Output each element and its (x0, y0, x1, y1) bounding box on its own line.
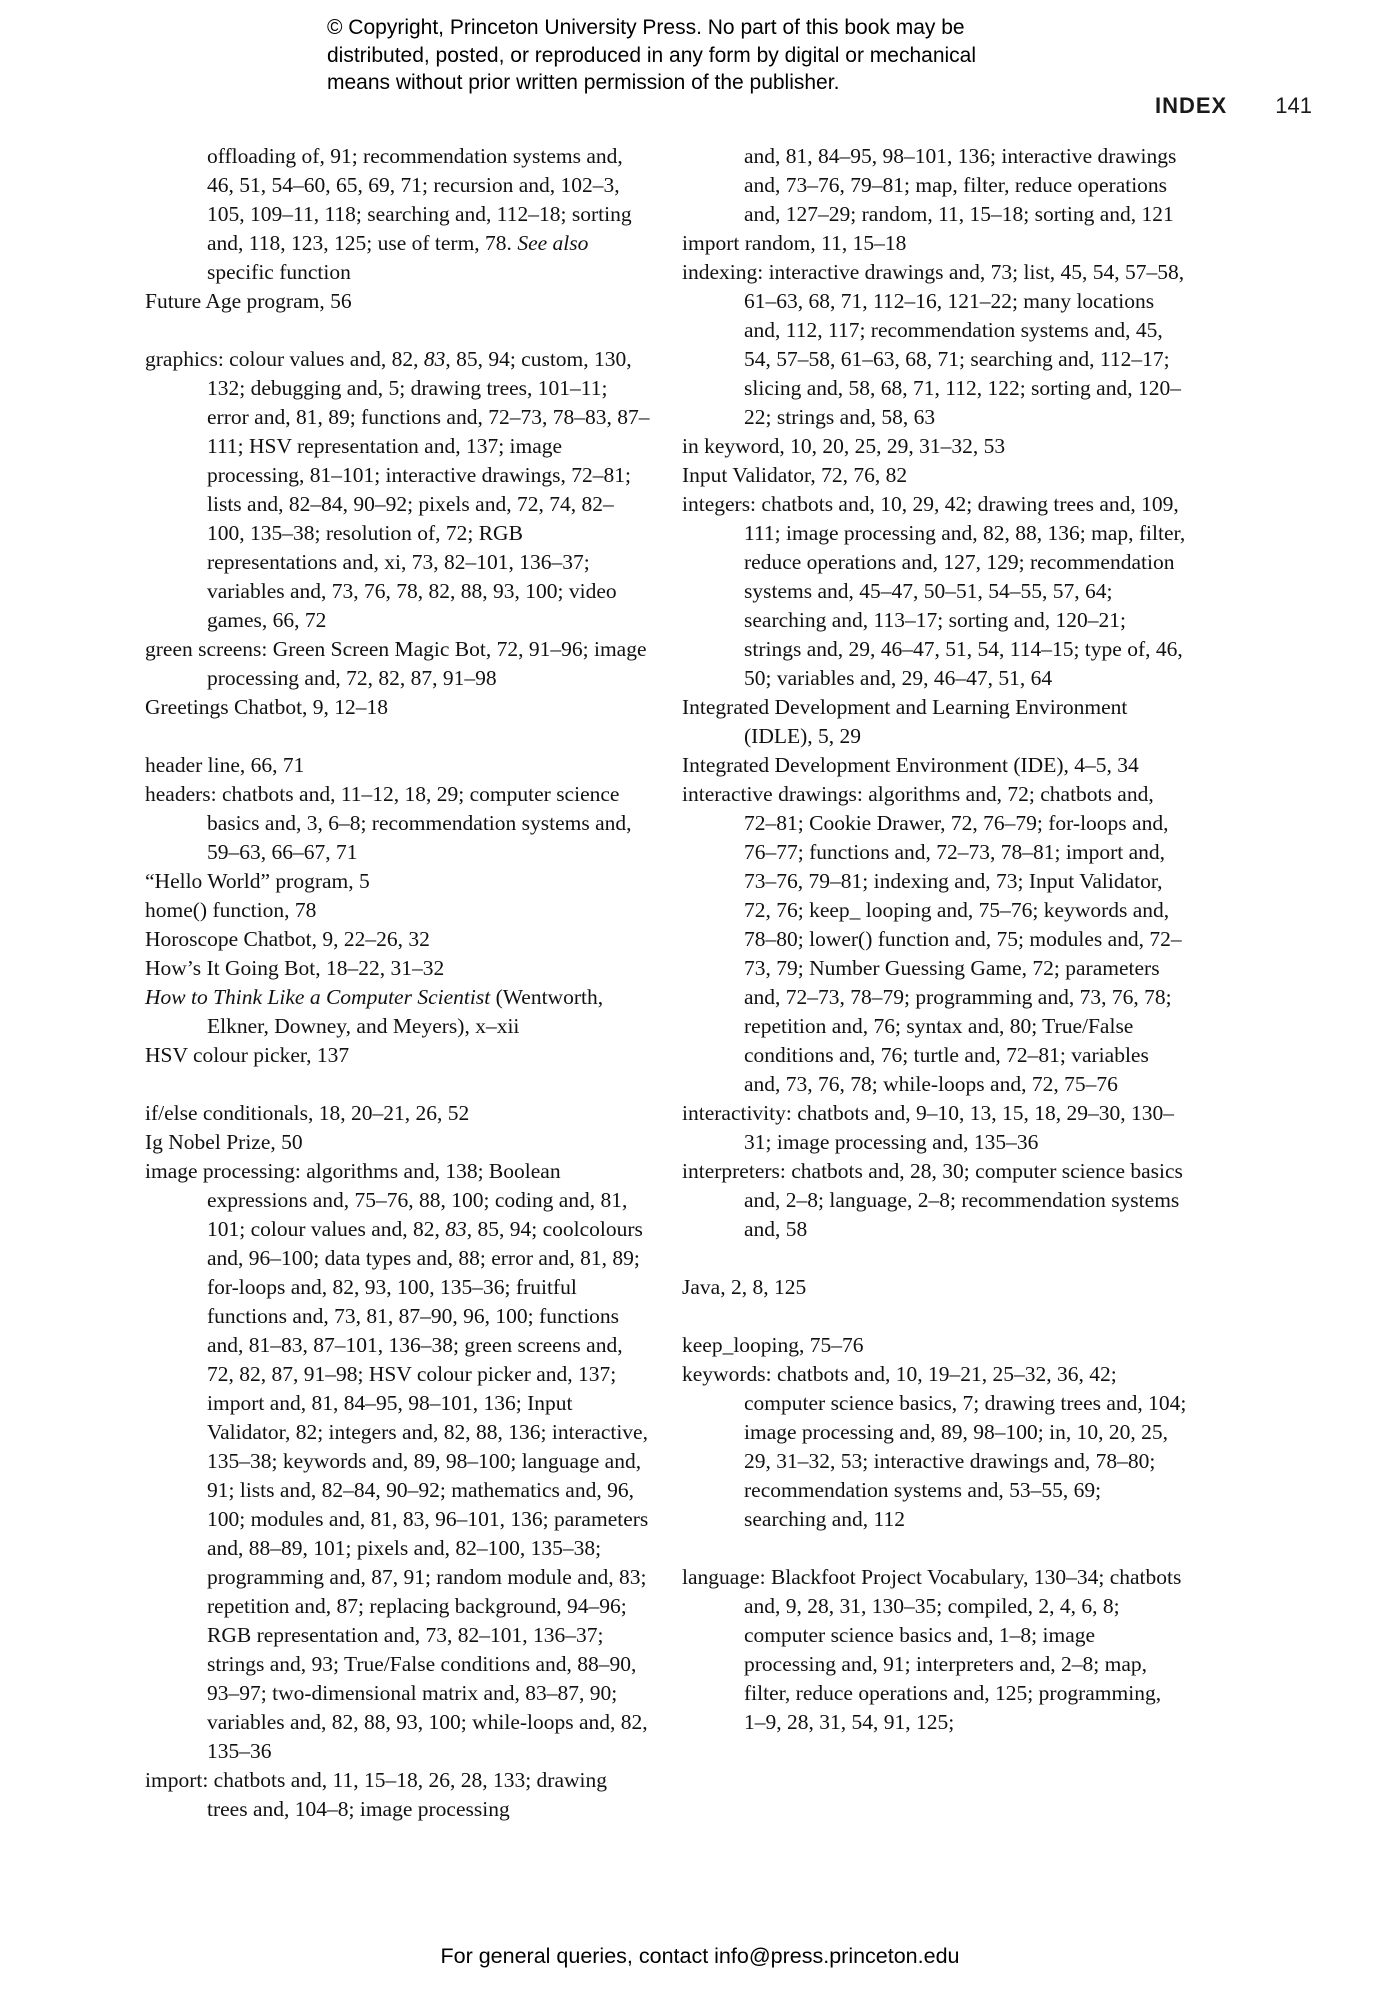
index-entry: Input Validator, 72, 76, 82 (682, 463, 908, 487)
index-entry: “Hello World” program, 5 (145, 869, 370, 893)
copyright-line: means without prior written permission of the publisher. (327, 71, 840, 94)
index-entry: keywords: chatbots and, 10, 19–21, 25–32, 36, 42; computer science basics, 7; drawing trees and, 104; image processing and, 89, 98–100; in, 10, 20, 25, 29, 31–32, 53; interactive drawings and, 78–80; recommendation systems and, 53–55, 69; searching and, 112 (682, 1362, 1187, 1531)
index-entry: How’s It Going Bot, 18–22, 31–32 (145, 956, 445, 980)
index-entry: import: chatbots and, 11, 15–18, 26, 28, 133; drawing trees and, 104–8; image processing (145, 1768, 607, 1821)
index-entry: in keyword, 10, 20, 25, 29, 31–32, 53 (682, 434, 1006, 458)
index-entry: import random, 11, 15–18 (682, 231, 907, 255)
running-header (1155, 93, 1312, 119)
index-entry: integers: chatbots and, 10, 29, 42; drawing trees and, 109, 111; image processing and, 82, 88, 136; map, filter, reduce operations and, 127, 129; recommendation systems and, 45–47, 50–51, 54–55, 57, 64; searching and, 113–17; sorting and, 120–21; strings and, 29, 46–47, 51, 54, 114–15; type of, 46, 50; variables and, 29, 46–47, 51, 64 (682, 492, 1186, 690)
index-entry: language: Blackfoot Project Vocabulary, 130–34; chatbots and, 9, 28, 31, 130–35; compiled, 2, 4, 6, 8; computer science basics and, 1–8; image processing and, 91; interpreters and, 2–8; map, filter, reduce operations and, 125; programming, 1–9, 28, 31, 54, 91, 125; (682, 1565, 1182, 1734)
footer-contact: For general queries, contact info@press.princeton.edu (440, 1944, 960, 1968)
index-entry: Horoscope Chatbot, 9, 22–26, 32 (145, 927, 430, 951)
index-entry: graphics: colour values and, 82, 83, 85, 94; custom, 130, 132; debugging and, 5; drawing trees, 101–11; error and, 81, 89; functions and, 72–73, 78–83, 87–111; HSV representation and, 137; image processing, 81–101; interactive drawings, 72–81; lists and, 82–84, 90–92; pixels and, 72, 74, 82–100, 135–38; resolution of, 72; RGB representations and, xi, 73, 82–101, 136–37; variables and, 73, 76, 78, 82, 88, 93, 100; video games, 66, 72 (145, 347, 650, 632)
index-entry: offloading of, 91; recommendation systems and, 46, 51, 54–60, 65, 69, 71; recursion and, 102–3, 105, 109–11, 118; searching and, 112–18; sorting and, 118, 123, 125; use of term, 78. See also specific function (207, 144, 632, 284)
index-entry: interactivity: chatbots and, 9–10, 13, 15, 18, 29–30, 130–31; image processing and, 135–36 (682, 1101, 1175, 1154)
page-number: 141 (1275, 93, 1312, 118)
index-entry: Greetings Chatbot, 9, 12–18 (145, 695, 389, 719)
copyright-notice (327, 14, 976, 97)
index-column-right (682, 142, 1187, 1737)
index-column-left (145, 142, 650, 1824)
index-entry: indexing: interactive drawings and, 73; list, 45, 54, 57–58, 61–63, 68, 71, 112–16, 121–22; many locations and, 112, 117; recommendation systems and, 45, 54, 57–58, 61–63, 68, 71; searching and, 112–17; slicing and, 58, 68, 71, 112, 122; sorting and, 120–22; strings and, 58, 63 (682, 260, 1185, 429)
index-entry: green screens: Green Screen Magic Bot, 72, 91–96; image processing and, 72, 82, 87, 91–98 (145, 637, 647, 690)
index-entry: header line, 66, 71 (145, 753, 305, 777)
index-entry: keep_looping, 75–76 (682, 1333, 864, 1357)
index-entry: image processing: algorithms and, 138; Boolean expressions and, 75–76, 88, 100; coding and, 81, 101; colour values and, 82, 83, 85, 94; coolcolours and, 96–100; data types and, 88; error and, 81, 89; for-loops and, 82, 93, 100, 135–36; fruitful functions and, 73, 81, 87–90, 96, 100; functions and, 81–83, 87–101, 136–38; green screens and, 72, 82, 87, 91–98; HSV colour picker and, 137; import and, 81, 84–95, 98–101, 136; Input Validator, 82; integers and, 82, 88, 136; interactive, 135–38; keywords and, 89, 98–100; language and, 91; lists and, 82–84, 90–92; mathematics and, 96, 100; modules and, 81, 83, 96–101, 136; parameters and, 88–89, 101; pixels and, 82–100, 135–38; programming and, 87, 91; random module and, 83; repetition and, 87; replacing background, 94–96; RGB representation and, 73, 82–101, 136–37; strings and, 93; True/False conditions and, 88–90, 93–97; two-dimensional matrix and, 83–87, 90; variables and, 82, 88, 93, 100; while-loops and, 82, 135–36 (145, 1159, 649, 1763)
index-entry: interactive drawings: algorithms and, 72; chatbots and, 72–81; Cookie Drawer, 72, 76–79; for-loops and, 76–77; functions and, 72–73, 78–81; import and, 73–76, 79–81; indexing and, 73; Input Validator, 72, 76; keep_ looping and, 75–76; keywords and, 78–80; lower() function and, 75; modules and, 72–73, 79; Number Guessing Game, 72; parameters and, 72–73, 78–79; programming and, 73, 76, 78; repetition and, 76; syntax and, 80; True/False conditions and, 76; turtle and, 72–81; variables and, 73, 76, 78; while-loops and, 72, 75–76 (682, 782, 1182, 1096)
index-entry: headers: chatbots and, 11–12, 18, 29; computer science basics and, 3, 6–8; recommendation systems and, 59–63, 66–67, 71 (145, 782, 632, 864)
index-entry: interpreters: chatbots and, 28, 30; computer science basics and, 2–8; language, 2–8; recommendation systems and, 58 (682, 1159, 1183, 1241)
index-entry: Future Age program, 56 (145, 289, 352, 313)
index-entry: Java, 2, 8, 125 (682, 1275, 807, 1299)
index-entry: home() function, 78 (145, 898, 317, 922)
index-heading: INDEX (1155, 93, 1228, 118)
index-entry: How to Think Like a Computer Scientist (Wentworth, Elkner, Downey, and Meyers), x–xii (145, 985, 604, 1038)
index-entry: Ig Nobel Prize, 50 (145, 1130, 303, 1154)
index-entry: and, 81, 84–95, 98–101, 136; interactive drawings and, 73–76, 79–81; map, filter, reduce operations and, 127–29; random, 11, 15–18; sorting and, 121 (744, 144, 1177, 226)
index-entry: if/else conditionals, 18, 20–21, 26, 52 (145, 1101, 470, 1125)
index-entry: Integrated Development and Learning Environment (IDLE), 5, 29 (682, 695, 1128, 748)
index-entry: Integrated Development Environment (IDE), 4–5, 34 (682, 753, 1139, 777)
copyright-line: distributed, posted, or reproduced in any form by digital or mechanical (327, 43, 977, 67)
copyright-line: © Copyright, Princeton University Press. No part of this book may be (327, 16, 965, 39)
index-entry: HSV colour picker, 137 (145, 1043, 350, 1067)
